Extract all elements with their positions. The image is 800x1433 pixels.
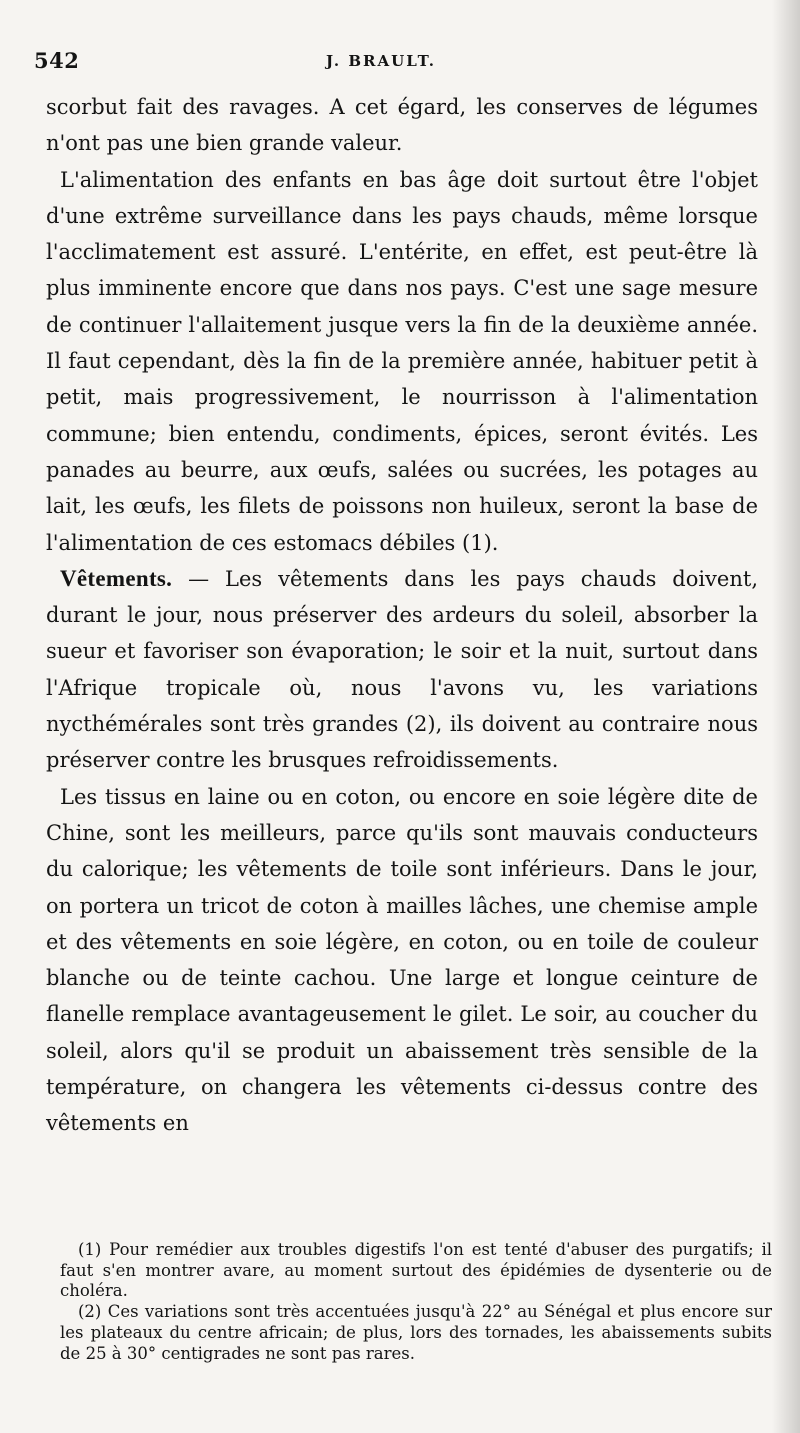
running-head: J. BRAULT. [326, 52, 437, 70]
footnote-1: (1) Pour remédier aux troubles digestifs l'on est tenté d'abuser des purgatifs; il faut s'en montrer avare, au moment surtout des épidémies de dysenterie ou de choléra. [60, 1240, 772, 1301]
page-edge-shadow [772, 0, 800, 1433]
page-header [34, 48, 754, 78]
paragraph-3 [46, 561, 758, 779]
paragraph-3-text: — Les vêtements dans les pays chauds doivent, durant le jour, nous préserver des ardeurs du soleil, absorber la sueur et favoriser son évaporation; le soir et la nuit, surtout dans l'Afrique tropicale où, nous l'avons vu, les variations nycthémérales sont très grandes (2), ils doivent au contraire nous préserver contre les brusques refroidissements. [46, 566, 758, 773]
paragraph-2: L'alimentation des enfants en bas âge doit surtout être l'objet d'une extrême surveillance dans les pays chauds, même lorsque l'acclimatement est assuré. L'entérite, en effet, est peut-être là plus imminente encore que dans nos pays. C'est une sage mesure de continuer l'allaitement jusque vers la fin de la deuxième année. Il faut cependant, dès la fin de la première année, habituer petit à petit, mais progressivement, le nourrisson à l'alimentation commune; bien entendu, condiments, épices, seront évités. Les panades au beurre, aux œufs, salées ou sucrées, les potages au lait, les œufs, les filets de poissons non huileux, seront la base de l'alimentation de ces estomacs débiles (1). [46, 167, 758, 555]
footnote-2: (2) Ces variations sont très accentuées jusqu'à 22° au Sénégal et plus encore sur les plateaux du centre africain; de plus, lors des tornades, les abaissements subits de 25 à 30° centigrades ne sont pas rares. [60, 1302, 772, 1363]
paragraph-1: scorbut fait des ravages. A cet égard, les conserves de légumes n'ont pas une bien grande valeur. [46, 95, 758, 156]
page-number: 542 [34, 48, 80, 73]
section-title: Vêtements. [60, 565, 173, 591]
footnotes [60, 1240, 772, 1364]
paragraph-4: Les tissus en laine ou en coton, ou encore en soie légère dite de Chine, sont les meilleurs, parce qu'ils sont mauvais conducteurs du calorique; les vêtements de toile sont inférieurs. Dans le jour, on portera un tricot de coton à mailles lâches, une chemise ample et des vêtements en soie légère, en coton, ou en toile de couleur blanche ou de teinte cachou. Une large et longue ceinture de flanelle remplace avantageusement le gilet. Le soir, au coucher du soleil, alors qu'il se produit un abaissement très sensible de la température, on changera les vêtements ci-dessus contre des vêtements en [46, 784, 758, 1136]
body-text [46, 89, 758, 1142]
